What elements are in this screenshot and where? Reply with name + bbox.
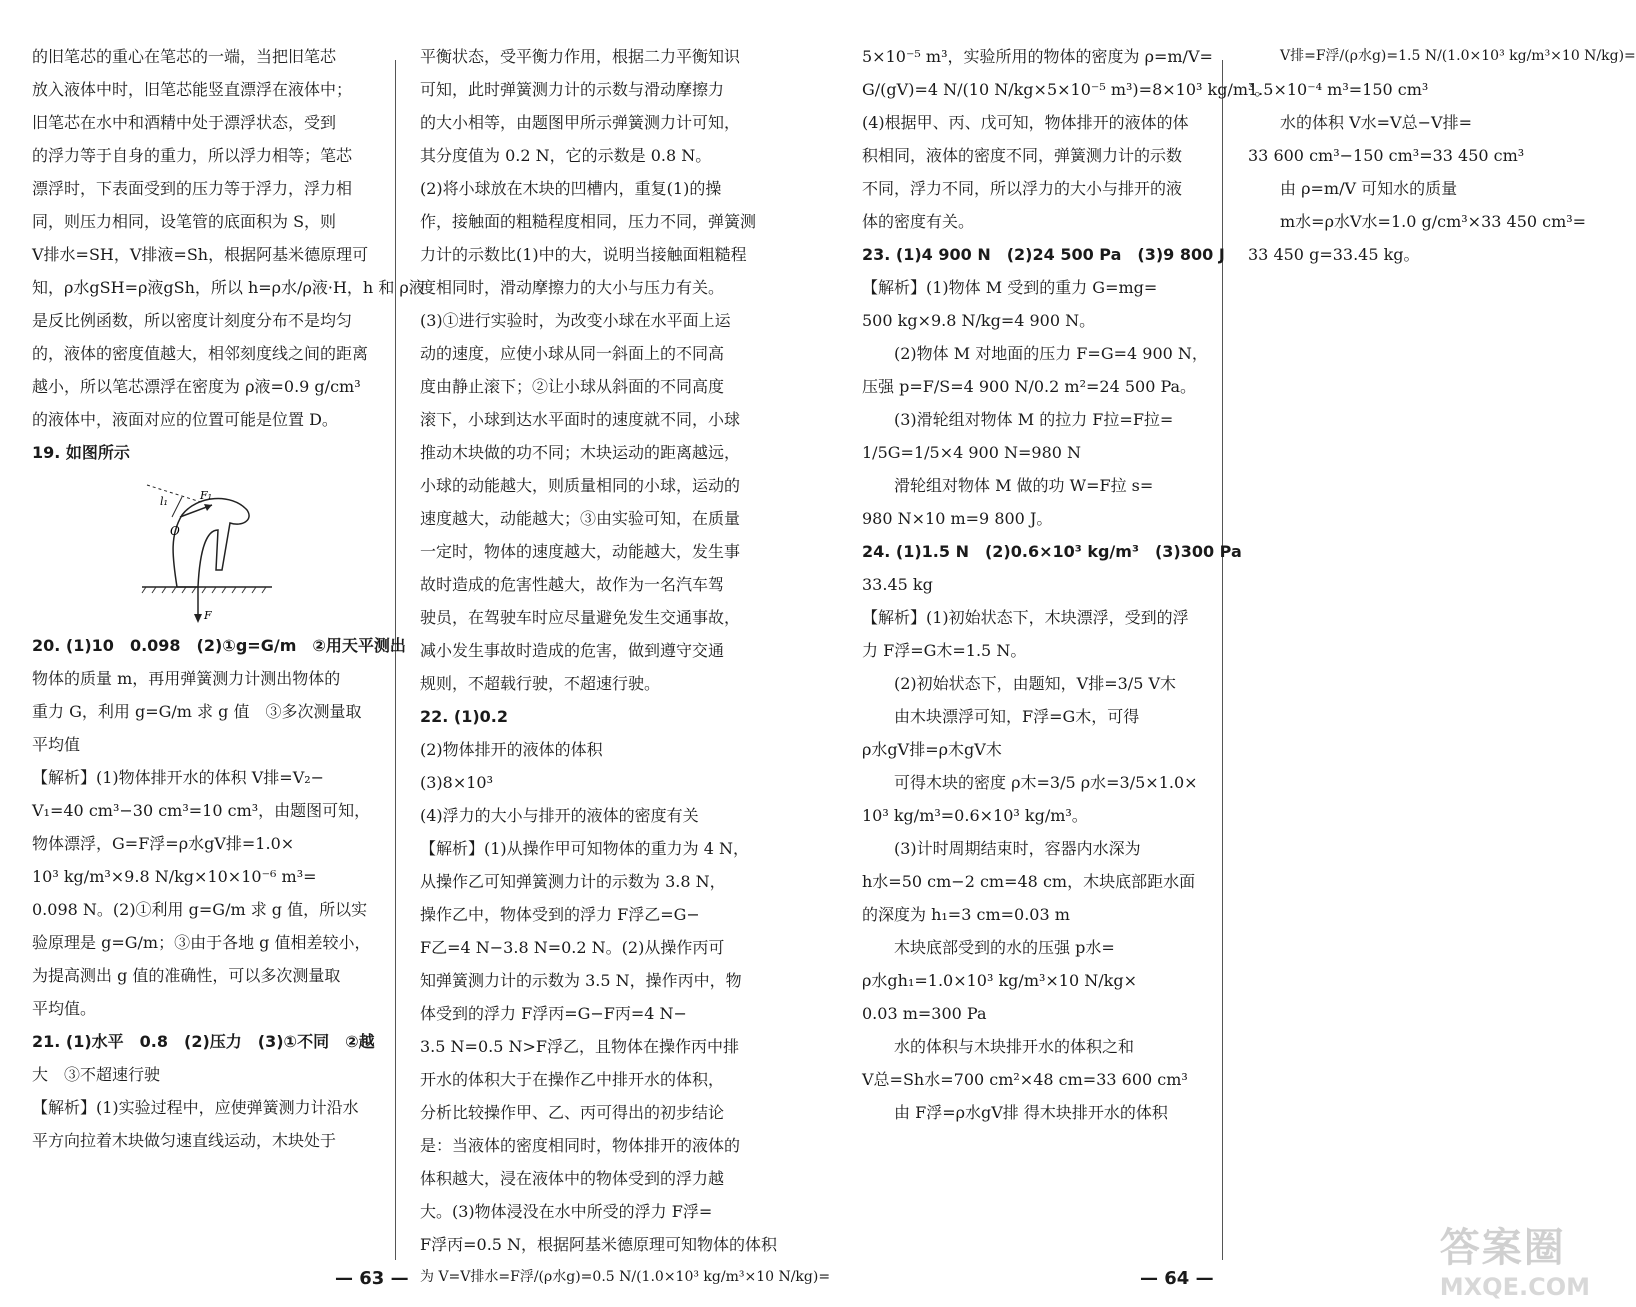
text-line: 是：当液体的密度相同时，物体排开的液体的 xyxy=(420,1136,741,1155)
text-line: 500 kg×9.8 N/kg=4 900 N。 xyxy=(862,311,1096,330)
text-line: 1/5G=1/5×4 900 N=980 N xyxy=(862,443,1082,462)
text-line: 不同，浮力不同，所以浮力的大小与排开的液 xyxy=(862,179,1183,198)
text-line: 【解析】(1)物体 M 受到的重力 G=mg= xyxy=(862,278,1158,297)
text-line: 故时造成的危害性越大，故作为一名汽车驾 xyxy=(420,575,725,594)
text-line: 5×10⁻⁵ m³，实验所用的物体的密度为 ρ=m/V= xyxy=(862,47,1213,66)
text-line: 体积越大，浸在液体中的物体受到的浮力越 xyxy=(420,1169,725,1188)
text-line: V排=F浮/(ρ水g)=1.5 N/(1.0×10³ kg/m³×10 N/kg)= xyxy=(1280,48,1636,64)
text-line: 一定时，物体的速度越大，动能越大，发生事 xyxy=(420,542,741,561)
text-line: 33 450 g=33.45 kg。 xyxy=(1248,245,1420,264)
text-line: ρ水gV排=ρ木gV木 xyxy=(862,740,1002,759)
text-line: F浮丙=0.5 N，根据阿基米德原理可知物体的体积 xyxy=(420,1235,778,1254)
text-line: 的旧笔芯的重心在笔芯的一端，当把旧笔芯 xyxy=(32,47,337,66)
text-line: V总=Sh水=700 cm²×48 cm=33 600 cm³ xyxy=(862,1070,1188,1089)
text-line: 1.5×10⁻⁴ m³=150 cm³ xyxy=(1248,80,1429,99)
text-line: 【解析】(1)初始状态下，木块漂浮，受到的浮 xyxy=(862,608,1189,627)
text-line: 旧笔芯在水中和酒精中处于漂浮状态，受到 xyxy=(32,113,337,132)
text-line: 3.5 N=0.5 N>F浮乙，且物体在操作丙中排 xyxy=(420,1037,739,1056)
text-line: 23. (1)4 900 N (2)24 500 Pa (3)9 800 J xyxy=(862,245,1225,264)
column-3 xyxy=(862,40,1271,1129)
lever-figure xyxy=(142,475,272,625)
text-line: 的液体中，液面对应的位置可能是位置 D。 xyxy=(32,410,338,429)
text-line: 可得木块的密度 ρ木=3/5 ρ水=3/5×1.0× xyxy=(894,773,1198,792)
arm-l1-label: l₁ xyxy=(160,495,168,508)
text-line: 为提高测出 g 值的准确性，可以多次测量取 xyxy=(32,966,341,985)
text-line: 平均值。 xyxy=(32,999,97,1018)
column-divider-left xyxy=(395,60,396,1260)
text-line: 力 F浮=G木=1.5 N。 xyxy=(862,641,1027,660)
text-line: 是反比例函数，所以密度计刻度分布不是均匀 xyxy=(32,311,353,330)
text-line: m水=ρ水V水=1.0 g/cm³×33 450 cm³= xyxy=(1280,212,1587,231)
text-line: 规则，不超载行驶，不超速行驶。 xyxy=(420,674,661,693)
text-line: 21. (1)水平 0.8 (2)压力 (3)①不同 ②越 xyxy=(32,1032,375,1051)
text-line: 越小，所以笔芯漂浮在密度为 ρ液=0.9 g/cm³ xyxy=(32,377,361,396)
text-line: 10³ kg/m³×9.8 N/kg×10×10⁻⁶ m³= xyxy=(32,867,317,886)
text-line: 的深度为 h₁=3 cm=0.03 m xyxy=(862,905,1070,924)
text-line: 水的体积与木块排开水的体积之和 xyxy=(894,1037,1135,1056)
text-line: 0.03 m=300 Pa xyxy=(862,1004,987,1023)
text-line: V排水=SH，V排液=Sh，根据阿基米德原理可 xyxy=(32,245,369,264)
text-line: 24. (1)1.5 N (2)0.6×10³ kg/m³ (3)300 Pa xyxy=(862,542,1242,561)
text-line: 水的体积 V水=V总−V排= xyxy=(1280,113,1472,132)
text-line: 【解析】(1)实验过程中，应使弹簧测力计沿水 xyxy=(32,1098,359,1117)
text-line: 980 N×10 m=9 800 J。 xyxy=(862,509,1053,528)
text-line: 的浮力等于自身的重力，所以浮力相等；笔芯 xyxy=(32,146,353,165)
text-line: 33.45 kg xyxy=(862,575,933,594)
text-line: 33 600 cm³−150 cm³=33 450 cm³ xyxy=(1248,146,1525,165)
text-line: 平衡状态，受平衡力作用，根据二力平衡知识 xyxy=(420,47,741,66)
text-line: 驶员，在驾驶车时应尽量避免发生交通事故， xyxy=(420,608,741,627)
text-line: 减小发生事故时造成的危害，做到遵守交通 xyxy=(420,641,725,660)
text-line: 漂浮时，下表面受到的压力等于浮力，浮力相 xyxy=(32,179,353,198)
page-number-right: — 64 — xyxy=(1140,1268,1214,1289)
text-line: 同，则压力相同，设笔管的底面积为 S，则 xyxy=(32,212,337,231)
text-line: 分析比较操作甲、乙、丙可得出的初步结论 xyxy=(420,1103,725,1122)
force-f1-label: F₁ xyxy=(200,489,213,502)
text-line: (3)8×10³ xyxy=(420,773,494,792)
text-line: (4)根据甲、丙、戊可知，物体排开的液体的体 xyxy=(862,113,1189,132)
text-line: (2)初始状态下，由题知，V排=3/5 V木 xyxy=(894,674,1177,693)
watermark-en: MXQE.COM xyxy=(1439,1273,1590,1301)
text-line: 操作乙中，物体受到的浮力 F浮乙=G− xyxy=(420,905,700,924)
column-divider-right xyxy=(1222,60,1223,1260)
text-line: 【解析】(1)物体排开水的体积 V排=V₂− xyxy=(32,768,325,787)
text-line: (2)物体 M 对地面的压力 F=G=4 900 N， xyxy=(894,344,1208,363)
watermark-cn: 答案圈 xyxy=(1439,1225,1566,1271)
text-line: 体受到的浮力 F浮丙=G−F丙=4 N− xyxy=(420,1004,687,1023)
text-line: 滚下，小球到达水平面时的速度就不同，小球 xyxy=(420,410,741,429)
column-4 xyxy=(1248,40,1636,271)
text-line: 0.098 N。(2)①利用 g=G/m 求 g 值，所以实 xyxy=(32,900,368,919)
text-line: V₁=40 cm³−30 cm³=10 cm³，由题图可知， xyxy=(32,801,371,820)
text-line: 开水的体积大于在操作乙中排开水的体积， xyxy=(420,1070,725,1089)
text-line: 可知，此时弹簧测力计的示数与滑动摩擦力 xyxy=(420,80,725,99)
text-line: 木块底部受到的水的压强 p水= xyxy=(894,938,1115,957)
text-line: ρ水gh₁=1.0×10³ kg/m³×10 N/kg× xyxy=(862,971,1137,990)
text-line: 物体的质量 m，再用弹簧测力计测出物体的 xyxy=(32,669,341,688)
column-2 xyxy=(420,40,831,1294)
text-line: 知，ρ水gSH=ρ液gSh，所以 h=ρ水/ρ液·H，h 和 ρ液 xyxy=(32,278,425,297)
text-line: 从操作乙可知弹簧测力计的示数为 3.8 N， xyxy=(420,872,726,891)
text-line: 重力 G，利用 g=G/m 求 g 值 ③多次测量取 xyxy=(32,702,362,721)
column-1 xyxy=(32,40,425,1157)
text-line: 的，液体的密度值越大，相邻刻度线之间的距离 xyxy=(32,344,369,363)
question-19-heading: 19. 如图所示 xyxy=(32,443,130,462)
text-line: 20. (1)10 0.098 (2)①g=G/m ②用天平测出 xyxy=(32,636,406,655)
text-line: 为 V=V排水=F浮/(ρ水g)=0.5 N/(1.0×10³ kg/m³×10 N/kg)= xyxy=(420,1269,831,1285)
text-line: 由 F浮=ρ水gV排 得木块排开水的体积 xyxy=(894,1103,1168,1122)
text-line: 度相同时，滑动摩擦力的大小与压力有关。 xyxy=(420,278,725,297)
text-line: (4)浮力的大小与排开的液体的密度有关 xyxy=(420,806,699,825)
text-line: 知弹簧测力计的示数为 3.5 N，操作丙中，物 xyxy=(420,971,742,990)
text-line: 的大小相等，由题图甲所示弹簧测力计可知， xyxy=(420,113,741,132)
text-line: 由木块漂浮可知，F浮=G木，可得 xyxy=(894,707,1140,726)
text-line: 其分度值为 0.2 N，它的示数是 0.8 N。 xyxy=(420,146,712,165)
text-line: 大。(3)物体浸没在水中所受的浮力 F浮= xyxy=(420,1202,713,1221)
text-line: 压强 p=F/S=4 900 N/0.2 m²=24 500 Pa。 xyxy=(862,377,1197,396)
text-line: 滑轮组对物体 M 做的功 W=F拉 s= xyxy=(894,476,1154,495)
text-line: 体的密度有关。 xyxy=(862,212,975,231)
page-number-left: — 63 — xyxy=(335,1268,409,1289)
text-line: 22. (1)0.2 xyxy=(420,707,509,726)
text-line: 推动木块做的功不同；木块运动的距离越远， xyxy=(420,443,741,462)
text-line: (3)计时周期结束时，容器内水深为 xyxy=(894,839,1141,858)
text-line: 大 ③不超速行驶 xyxy=(32,1065,161,1084)
text-line: G/(gV)=4 N/(10 N/kg×5×10⁻⁵ m³)=8×10³ kg/m³。 xyxy=(862,80,1271,99)
text-line: 平方向拉着木块做匀速直线运动，木块处于 xyxy=(32,1131,337,1150)
text-line: 度由静止滚下；②让小球从斜面的不同高度 xyxy=(420,377,725,396)
text-line: (2)将小球放在木块的凹槽内，重复(1)的操 xyxy=(420,179,722,198)
text-line: h水=50 cm−2 cm=48 cm，木块底部距水面 xyxy=(862,872,1196,891)
text-line: 积相同，液体的密度不同，弹簧测力计的示数 xyxy=(862,146,1183,165)
text-line: 10³ kg/m³=0.6×10³ kg/m³。 xyxy=(862,806,1088,825)
text-line: 力计的示数比(1)中的大，说明当接触面粗糙程 xyxy=(420,245,747,264)
text-line: 由 ρ=m/V 可知水的质量 xyxy=(1280,179,1458,198)
text-line: (3)①进行实验时，为改变小球在水平面上运 xyxy=(420,311,731,330)
text-line: F乙=4 N−3.8 N=0.2 N。(2)从操作丙可 xyxy=(420,938,725,957)
text-line: 物体漂浮，G=F浮=ρ水gV排=1.0× xyxy=(32,834,295,853)
text-line: 速度越大，动能越大；③由实验可知，在质量 xyxy=(420,509,741,528)
text-line: (2)物体排开的液体的体积 xyxy=(420,740,603,759)
pivot-o-label: O xyxy=(170,524,180,538)
text-line: 平均值 xyxy=(32,735,81,754)
force-f-label: F xyxy=(204,609,212,622)
watermark xyxy=(1440,1216,1590,1301)
text-line: 动的速度，应使小球从同一斜面上的不同高 xyxy=(420,344,725,363)
text-line: 作，接触面的粗糙程度相同，压力不同，弹簧测 xyxy=(420,212,757,231)
text-line: 小球的动能越大，则质量相同的小球，运动的 xyxy=(420,476,741,495)
text-line: 验原理是 g=G/m；③由于各地 g 值相差较小， xyxy=(32,933,371,952)
text-line: 【解析】(1)从操作甲可知物体的重力为 4 N， xyxy=(420,839,750,858)
text-line: 放入液体中时，旧笔芯能竖直漂浮在液体中； xyxy=(32,80,353,99)
text-line: (3)滑轮组对物体 M 的拉力 F拉=F拉= xyxy=(894,410,1174,429)
